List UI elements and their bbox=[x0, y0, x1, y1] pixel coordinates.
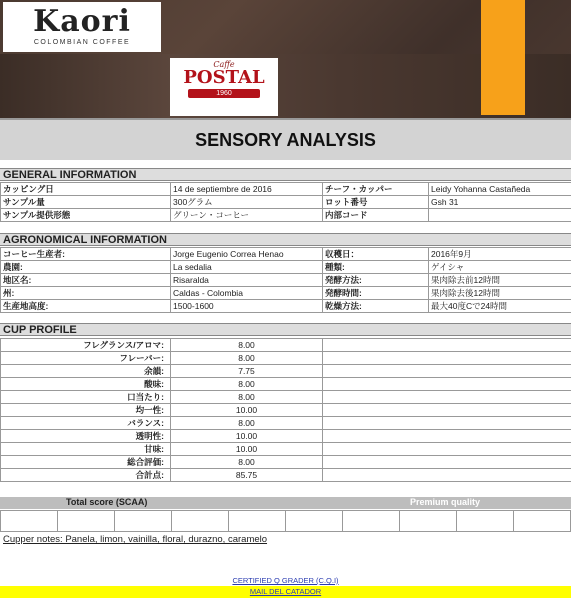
field-label: 種類: bbox=[323, 261, 429, 274]
attribute-score: 8.00 bbox=[171, 391, 323, 404]
field-label: 発酵方法: bbox=[323, 274, 429, 287]
agro-row bbox=[1, 300, 571, 313]
comment-cell bbox=[323, 365, 571, 378]
kaori-logo-name: Kaori bbox=[33, 4, 131, 39]
comment-cell bbox=[323, 391, 571, 404]
total-score-label: Total score (SCAA) bbox=[66, 497, 148, 507]
field-label: 地区名: bbox=[1, 274, 171, 287]
general-table bbox=[0, 182, 571, 222]
attribute-score: 8.00 bbox=[171, 456, 323, 469]
cup-row bbox=[1, 417, 571, 430]
attribute-label: 甘味: bbox=[1, 443, 171, 456]
field-value: グリーン・コーヒー bbox=[171, 209, 323, 222]
field-value: ゲイシャ bbox=[429, 261, 571, 274]
cup-row bbox=[1, 443, 571, 456]
attribute-label: 合計点: bbox=[1, 469, 171, 482]
general-row bbox=[1, 183, 571, 196]
agro-table bbox=[0, 247, 571, 313]
field-label: 発酵時間: bbox=[323, 287, 429, 300]
field-label: コーヒー生産者: bbox=[1, 248, 171, 261]
orange-accent-bar bbox=[481, 0, 525, 115]
field-label: サンプル量 bbox=[1, 196, 171, 209]
cup-row bbox=[1, 469, 571, 482]
cup-row bbox=[1, 430, 571, 443]
comment-cell bbox=[323, 378, 571, 391]
field-value: Caldas - Colombia bbox=[171, 287, 323, 300]
attribute-score: 10.00 bbox=[171, 430, 323, 443]
attribute-score: 10.00 bbox=[171, 443, 323, 456]
score-grid bbox=[0, 510, 571, 532]
field-label: 内部コード bbox=[323, 209, 429, 222]
field-value: 果肉除去前12時間 bbox=[429, 274, 571, 287]
field-value: Jorge Eugenio Correa Henao bbox=[171, 248, 323, 261]
cup-heading: CUP PROFILE bbox=[0, 323, 571, 336]
attribute-score: 10.00 bbox=[171, 404, 323, 417]
field-value: 2016年9月 bbox=[429, 248, 571, 261]
page-title: SENSORY ANALYSIS bbox=[0, 118, 571, 160]
postal-logo-name: POSTAL bbox=[183, 67, 265, 88]
attribute-score: 85.75 bbox=[171, 469, 323, 482]
field-label: 生産地高度: bbox=[1, 300, 171, 313]
agro-row bbox=[1, 287, 571, 300]
agro-row bbox=[1, 274, 571, 287]
field-label: カッピング日 bbox=[1, 183, 171, 196]
cup-row bbox=[1, 339, 571, 352]
field-value bbox=[429, 209, 571, 222]
field-label: 乾燥方法: bbox=[323, 300, 429, 313]
field-label: 農園: bbox=[1, 261, 171, 274]
comment-cell bbox=[323, 404, 571, 417]
mail-catador-link[interactable]: MAIL DEL CATADOR bbox=[0, 586, 571, 598]
cup-table bbox=[0, 338, 571, 482]
cup-row bbox=[1, 456, 571, 469]
attribute-label: 均一性: bbox=[1, 404, 171, 417]
postal-logo bbox=[170, 58, 278, 116]
postal-logo-year: 1960 bbox=[188, 89, 260, 98]
cup-row bbox=[1, 352, 571, 365]
field-value: 300グラム bbox=[171, 196, 323, 209]
comment-cell bbox=[323, 469, 571, 482]
cupper-notes: Cupper notes: Panela, limon, vainilla, floral, durazno, caramelo bbox=[3, 534, 268, 545]
field-value: La sedalia bbox=[171, 261, 323, 274]
header-banner bbox=[0, 0, 571, 118]
premium-quality-label: Premium quality bbox=[410, 497, 481, 507]
field-value: Risaralda bbox=[171, 274, 323, 287]
comment-cell bbox=[323, 443, 571, 456]
attribute-label: 酸味: bbox=[1, 378, 171, 391]
field-label: サンプル提供形態 bbox=[1, 209, 171, 222]
postal-logo-caffe: Caffe bbox=[213, 60, 235, 69]
cup-row bbox=[1, 365, 571, 378]
attribute-label: フレグランス/アロマ: bbox=[1, 339, 171, 352]
q-grader-link[interactable]: CERTIFIED Q GRADER (C.Q.I) bbox=[232, 576, 339, 585]
attribute-label: 口当たり: bbox=[1, 391, 171, 404]
general-row bbox=[1, 196, 571, 209]
kaori-logo-sub: COLOMBIAN COFFEE bbox=[33, 39, 131, 46]
kaori-logo bbox=[3, 2, 161, 52]
field-label: 州: bbox=[1, 287, 171, 300]
field-label: 収穫日： bbox=[323, 248, 429, 261]
field-value: 最大40度Cで24時間 bbox=[429, 300, 571, 313]
attribute-score: 8.00 bbox=[171, 352, 323, 365]
comment-cell bbox=[323, 456, 571, 469]
attribute-label: バランス: bbox=[1, 417, 171, 430]
field-value: 1500-1600 bbox=[171, 300, 323, 313]
general-heading: GENERAL INFORMATION bbox=[0, 168, 571, 181]
cup-row bbox=[1, 378, 571, 391]
field-value: Gsh 31 bbox=[429, 196, 571, 209]
field-label: チーフ・カッパー bbox=[323, 183, 429, 196]
agro-row bbox=[1, 248, 571, 261]
attribute-label: 透明性: bbox=[1, 430, 171, 443]
total-score-bar bbox=[0, 497, 571, 509]
attribute-score: 8.00 bbox=[171, 417, 323, 430]
cup-row bbox=[1, 404, 571, 417]
agro-row bbox=[1, 261, 571, 274]
field-value: 14 de septiembre de 2016 bbox=[171, 183, 323, 196]
field-value: 果肉除去後12時間 bbox=[429, 287, 571, 300]
cup-row bbox=[1, 391, 571, 404]
comment-cell bbox=[323, 339, 571, 352]
comment-cell bbox=[323, 417, 571, 430]
attribute-label: フレーバー: bbox=[1, 352, 171, 365]
attribute-score: 7.75 bbox=[171, 365, 323, 378]
comment-cell bbox=[323, 352, 571, 365]
comment-cell bbox=[323, 430, 571, 443]
field-value: Leidy Yohanna Castañeda bbox=[429, 183, 571, 196]
attribute-label: 総合評価: bbox=[1, 456, 171, 469]
attribute-label: 余韻: bbox=[1, 365, 171, 378]
attribute-score: 8.00 bbox=[171, 339, 323, 352]
general-row bbox=[1, 209, 571, 222]
field-label: ロット番号 bbox=[323, 196, 429, 209]
agro-heading: AGRONOMICAL INFORMATION bbox=[0, 233, 571, 246]
attribute-score: 8.00 bbox=[171, 378, 323, 391]
